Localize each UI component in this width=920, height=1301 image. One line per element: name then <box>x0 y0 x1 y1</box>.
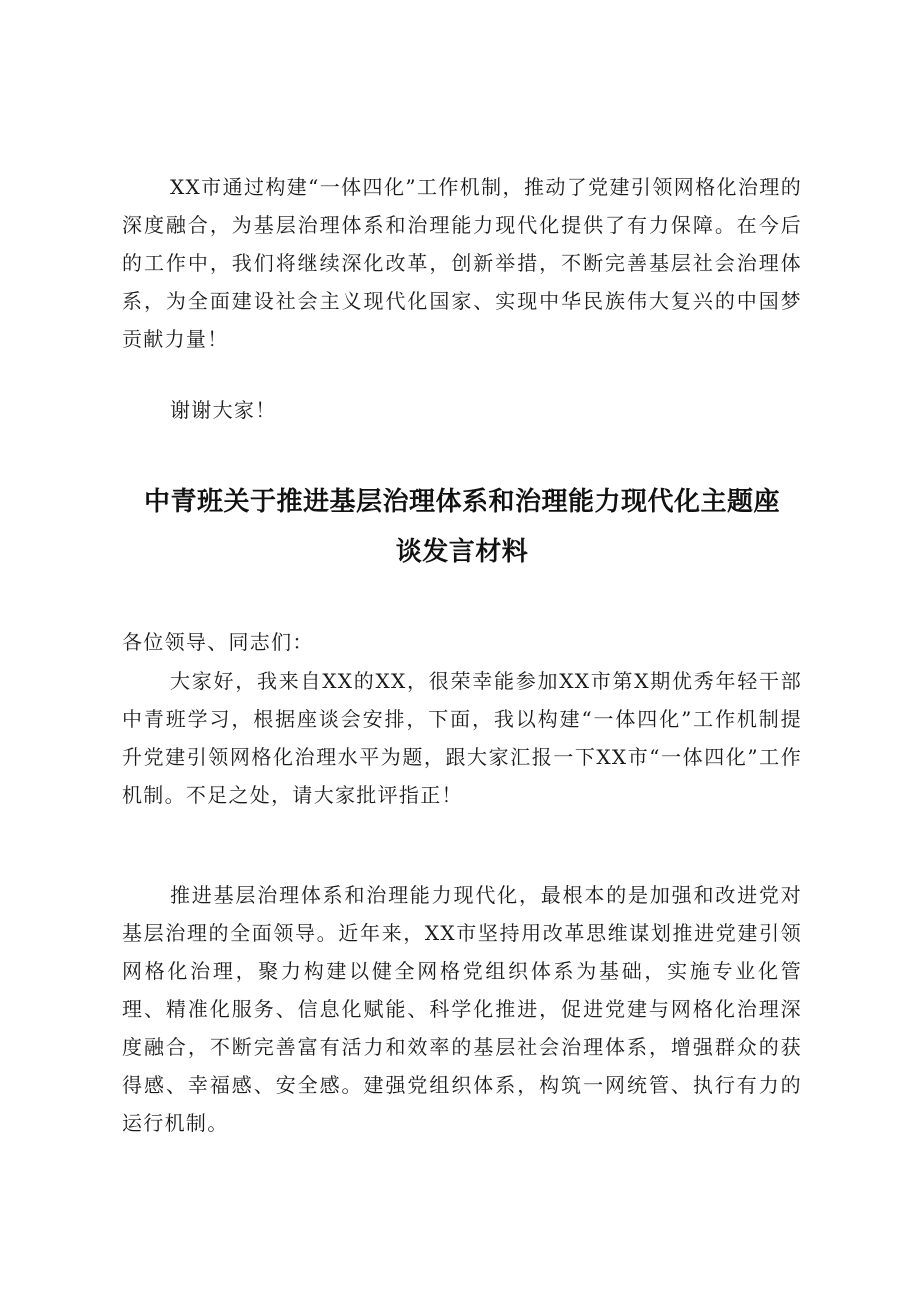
salutation: 各位领导、同志们： <box>122 630 314 654</box>
document-title-line-2: 谈发言材料 <box>395 537 529 567</box>
thanks-line: 谢谢大家！ <box>170 398 277 422</box>
document-title-line-1: 中青班关于推进基层治理体系和治理能力现代化主题座 <box>143 487 780 517</box>
closing-paragraph: XX市通过构建“一体四化”工作机制，推动了党建引领网格化治理的深度融合，为基层治理体系和治理能力现代化提供了有力保障。在今后的工作中，我们将继续深化改革，创新举措，不断完善基层社会治理体系，为全面建设社会主义现代化国家、实现中华民族伟大复兴的中国梦贡献力量！ <box>122 175 802 351</box>
body-paragraph: 推进基层治理体系和治理能力现代化，最根本的是加强和改进党对基层治理的全面领导。近年来，XX市坚持用改革思维谋划推进党建引领网格化治理，聚力构建以健全网格党组织体系为基础，实施专业化管理、精准化服务、信息化赋能、科学化推进，促进党建与网格化治理深度融合，不断完善富有活力和效率的基层社会治理体系，增强群众的获得感、幸福感、安全感。建强党组织体系，构筑一网统管、执行有力的运行机制。 <box>122 883 802 1135</box>
intro-paragraph: 大家好，我来自XX的XX，很荣幸能参加XX市第X期优秀年轻干部中青班学习，根据座谈会安排，下面，我以构建“一体四化”工作机制提升党建引领网格化治理水平为题，跟大家汇报一下XX市“一体四化”工作机制。不足之处，请大家批评指正！ <box>122 669 802 807</box>
